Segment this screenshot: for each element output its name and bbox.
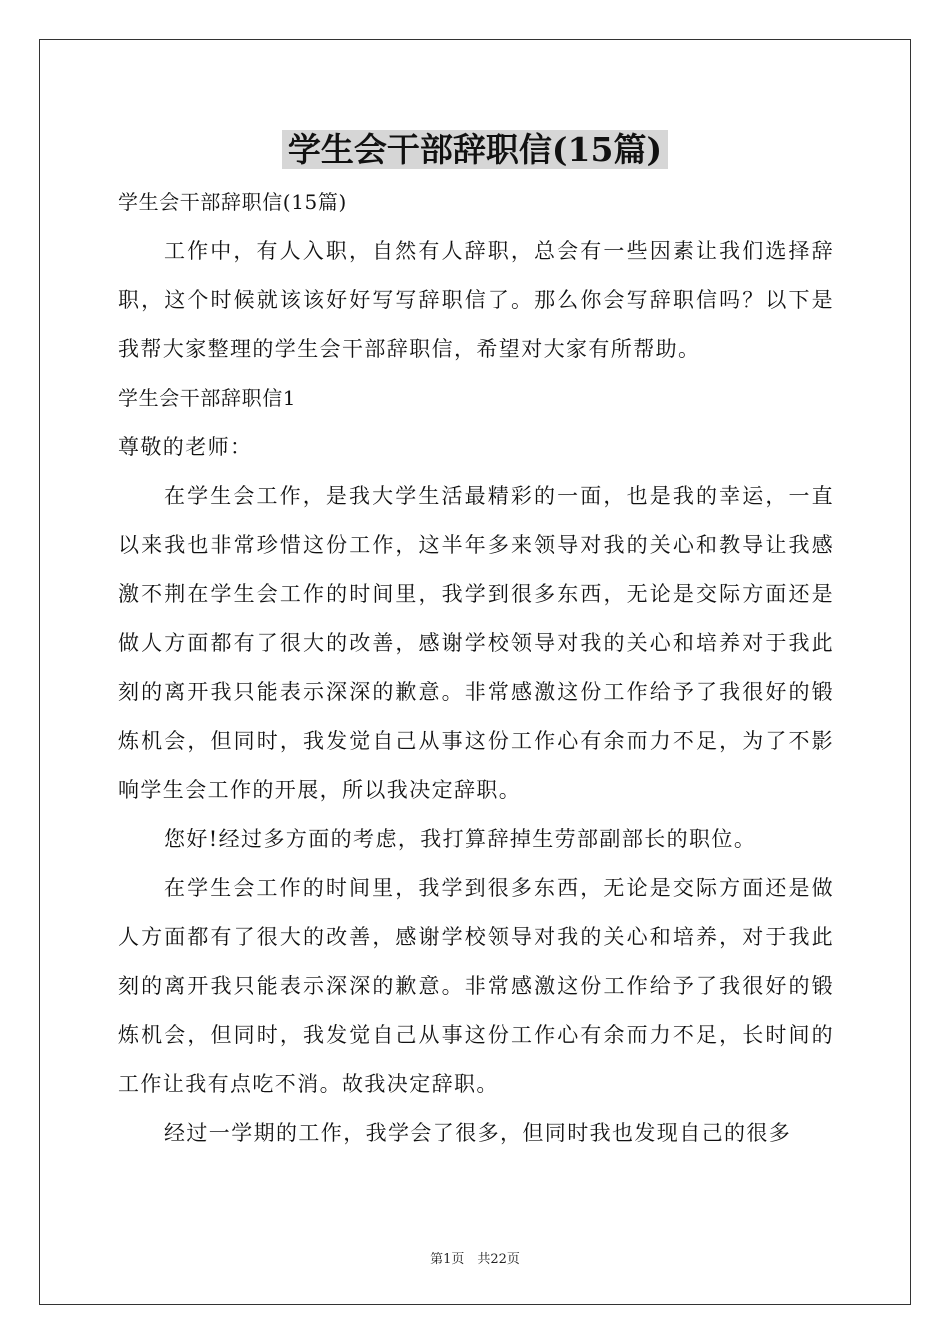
paragraph-body-2: 您好!经过多方面的考虑，我打算辞掉生劳部副部长的职位。 <box>164 827 757 851</box>
paragraph-subtitle: 学生会干部辞职信(15篇) <box>118 190 347 214</box>
paragraph-body-4: 经过一学期的工作，我学会了很多，但同时我也发现自己的很多 <box>164 1121 792 1145</box>
paragraph-salutation: 尊敬的老师： <box>118 435 253 459</box>
paragraph-heading-letter-1: 学生会干部辞职信1 <box>118 386 297 410</box>
document-body <box>118 178 834 1158</box>
page-footer <box>0 1248 950 1267</box>
paragraph-intro: 工作中，有人入职，自然有人辞职，总会有一些因素让我们选择辞职，这个时候就该该好好写写辞职信了。那么你会写辞职信吗？以下是我帮大家整理的学生会干部辞职信，希望对大家有所帮助。 <box>118 239 834 361</box>
document-title <box>0 125 950 175</box>
paragraph-body-3: 在学生会工作的时间里，我学到很多东西，无论是交际方面还是做人方面都有了很大的改善，感谢学校领导对我的关心和培养，对于我此刻的离开我只能表示深深的歉意。非常感激这份工作给予了我很好的锻炼机会，但同时，我发觉自己从事这份工作心有余而力不足，长时间的工作让我有点吃不消。故我决定辞职。 <box>118 876 834 1096</box>
paragraph-body-1: 在学生会工作，是我大学生活最精彩的一面，也是我的幸运，一直以来我也非常珍惜这份工作，这半年多来领导对我的关心和教导让我感激不荆在学生会工作的时间里，我学到很多东西，无论是交际方面还是做人方面都有了很大的改善，感谢学校领导对我的关心和培养对于我此刻的离开我只能表示深深的歉意。非常感激这份工作给予了我很好的锻炼机会，但同时，我发觉自己从事这份工作心有余而力不足，为了不影响学生会工作的开展，所以我决定辞职。 <box>118 484 834 802</box>
document-title-text: 学生会干部辞职信(15篇) <box>282 130 668 169</box>
page-number: 第1页 共22页 <box>430 1252 520 1267</box>
